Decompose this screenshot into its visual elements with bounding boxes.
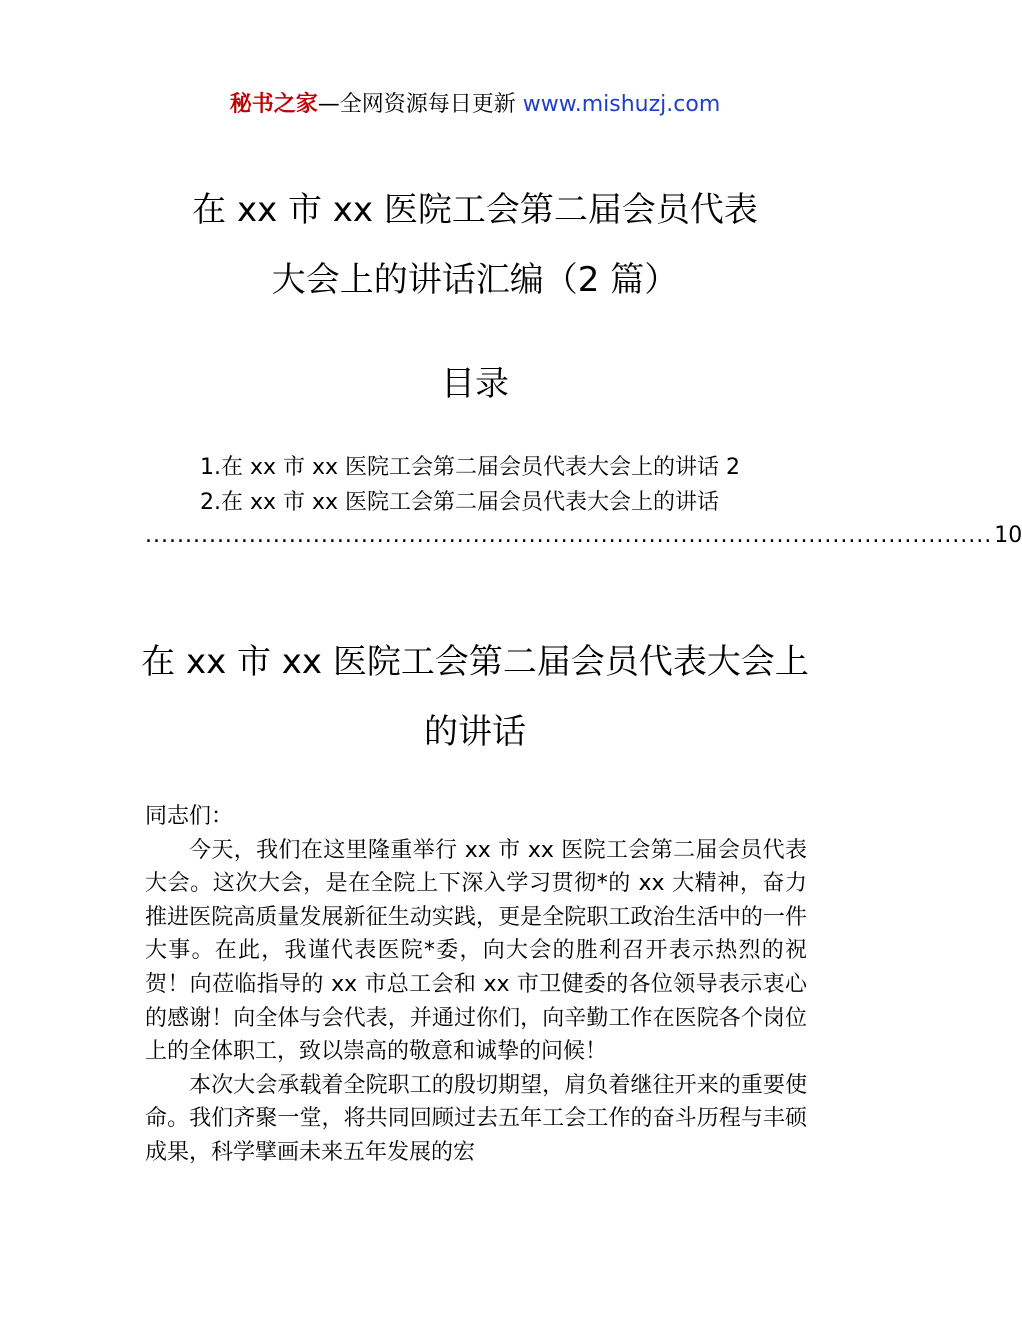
toc-item-2-leader bbox=[145, 520, 1022, 552]
section-title-line-1: 在 xx 市 xx 医院工会第二届会员代表大会上 bbox=[141, 642, 809, 682]
toc-item-1[interactable]: 1.在 xx 市 xx 医院工会第二届会员代表大会上的讲话 2 bbox=[200, 455, 741, 480]
paragraph-1: 今天，我们在这里隆重举行 xx 市 xx 医院工会第二届会员代表大会。这次大会，是在全院上下深入学习贯彻*的 xx 大精神，奋力推进医院高质量发展新征生动实践，更是全院职工政治生活中的一件大事。在此，我谨代表医院*委，向大会的胜利召开表示热烈的祝贺！向莅临指导的 xx 市总工会和 xx 市卫健委的各位领导表示衷心的感谢！向全体与会代表，并通过你们，向辛勤工作在医院各个岗位上的全体职工，致以崇高的敬意和诚挚的问候！ bbox=[145, 837, 807, 1065]
header-slogan: —全网资源每日更新 bbox=[317, 92, 523, 117]
brand-name: 秘书之家 bbox=[229, 92, 318, 117]
site-header bbox=[0, 88, 950, 122]
document-title-line-1: 在 xx 市 xx 医院工会第二届会员代表 bbox=[192, 190, 758, 230]
site-url-link[interactable]: www.mishuzj.com bbox=[522, 92, 721, 117]
toc-heading: 目录 bbox=[441, 364, 509, 404]
speech-body bbox=[145, 800, 807, 1170]
toc-item-2-page: 10 bbox=[994, 523, 1022, 548]
toc-item-2[interactable]: 2.在 xx 市 xx 医院工会第二届会员代表大会上的讲话 bbox=[200, 490, 720, 515]
dot-leader: .......................................................................................................... bbox=[145, 523, 993, 548]
document-title-line-2: 大会上的讲话汇编（2 篇） bbox=[271, 260, 679, 300]
salutation: 同志们： bbox=[145, 804, 234, 829]
paragraph-2: 本次大会承载着全院职工的殷切期望，肩负着继往开来的重要使命。我们齐聚一堂，将共同回顾过去五年工会工作的奋斗历程与丰硕成果，科学擘画未来五年发展的宏 bbox=[145, 1072, 807, 1165]
section-title-line-2: 的讲话 bbox=[424, 712, 526, 752]
